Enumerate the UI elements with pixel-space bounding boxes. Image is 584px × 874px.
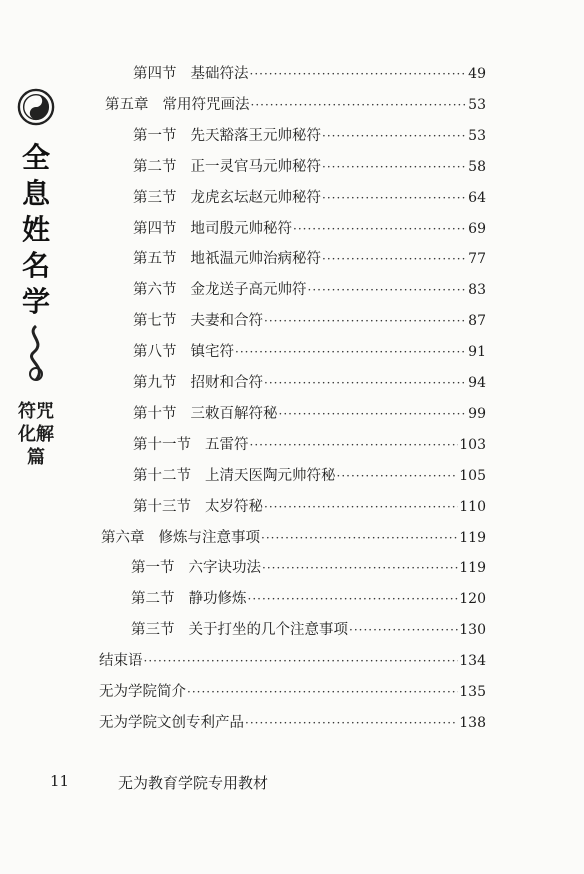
- toc-entry-title: 先天豁落王元帅秘符: [190, 127, 321, 144]
- toc-entry-page: 53: [468, 127, 486, 144]
- toc-entry-title: 基础符法: [190, 66, 249, 82]
- yin-yang-logo-icon: [17, 88, 55, 126]
- toc-entry-title: 修炼与注意事项: [158, 529, 260, 546]
- dot-leader: [187, 685, 458, 699]
- toc-entry-page: 94: [468, 375, 486, 391]
- toc-entry-title: 三敕百解符秘: [190, 405, 278, 422]
- toc-entry[interactable]: [131, 556, 486, 580]
- toc-entry-page: 134: [459, 653, 486, 670]
- toc-entry-title: 太岁符秘: [205, 498, 263, 515]
- dot-leader: [251, 98, 468, 112]
- ornament-icon: [22, 324, 50, 384]
- toc-entry-page: 87: [468, 313, 486, 330]
- brand-title: 全息姓名学: [21, 141, 50, 318]
- toc-entry-page: 103: [459, 436, 486, 453]
- toc-entry-title: 六字诀功法: [188, 560, 261, 577]
- dot-leader: [322, 191, 467, 205]
- toc-entry-number: 第三节: [131, 622, 175, 639]
- toc-entry-title: 静功修炼: [188, 591, 247, 608]
- dot-leader: [349, 623, 458, 637]
- toc-entry[interactable]: [133, 247, 486, 271]
- toc-entry[interactable]: [133, 464, 486, 488]
- dot-leader: [144, 654, 459, 668]
- toc-entry[interactable]: [133, 433, 486, 457]
- toc-entry-page: 77: [468, 251, 486, 268]
- toc-entry-page: 135: [459, 684, 486, 700]
- toc-entry-title: 夫妻和合符: [190, 313, 263, 330]
- toc-entry[interactable]: [133, 186, 486, 210]
- toc-entry[interactable]: [133, 309, 486, 333]
- toc-entry[interactable]: [133, 278, 486, 302]
- toc-entry[interactable]: [133, 217, 486, 241]
- toc-entry[interactable]: [99, 649, 486, 673]
- toc-entry-number: 第二节: [131, 591, 175, 608]
- toc-entry-page: 138: [459, 714, 486, 731]
- toc-entry-title: 金龙送子高元帅符: [190, 282, 307, 299]
- toc-entry[interactable]: [133, 62, 486, 86]
- toc-entry-title: 地司殷元帅秘符: [190, 220, 292, 237]
- toc-entry-title: 龙虎玄坛赵元帅秘符: [190, 189, 321, 206]
- toc-entry-title: 无为学院简介: [99, 684, 186, 700]
- dot-leader: [264, 314, 467, 328]
- book-title: 无为教育学院专用教材: [118, 774, 269, 792]
- toc-entry-page: 83: [468, 282, 486, 299]
- toc-entry[interactable]: [133, 495, 486, 519]
- toc-entry-number: 第六章: [101, 529, 145, 546]
- toc-entry-title: 地祇温元帅治病秘符: [190, 251, 321, 268]
- toc-entry-number: 第十二节: [133, 467, 191, 484]
- toc-entry-page: 119: [459, 529, 486, 546]
- toc-entry[interactable]: [133, 340, 486, 364]
- toc-entry-number: 第一节: [133, 127, 177, 144]
- toc-entry-title: 无为学院文创专利产品: [99, 714, 244, 731]
- toc-entry-page: 91: [468, 344, 486, 361]
- toc-entry-number: 第六节: [133, 282, 177, 299]
- toc-entry-page: 119: [459, 560, 486, 577]
- toc-entry-title: 结束语: [99, 653, 143, 670]
- dot-leader: [293, 222, 467, 236]
- toc-entry[interactable]: [133, 371, 486, 395]
- dot-leader: [322, 252, 467, 266]
- toc-entry-title: 镇宅符: [190, 344, 234, 361]
- toc-entry-number: 第四节: [133, 220, 177, 237]
- toc-entry-page: 69: [468, 220, 486, 237]
- toc-entry-title: 常用符咒画法: [162, 96, 250, 113]
- toc-entry[interactable]: [133, 402, 486, 426]
- dot-leader: [264, 376, 467, 390]
- toc-entry-title: 招财和合符: [190, 375, 263, 391]
- toc-entry-page: 110: [459, 498, 486, 515]
- toc-entry-page: 120: [459, 591, 486, 608]
- toc-entry-title: 关于打坐的几个注意事项: [188, 622, 348, 639]
- dot-leader: [250, 67, 468, 81]
- dot-leader: [264, 500, 458, 514]
- dot-leader: [235, 345, 467, 359]
- toc-entry-page: 49: [468, 66, 486, 82]
- toc-entry-number: 第七节: [133, 313, 177, 330]
- dot-leader: [261, 531, 458, 545]
- toc-entry-page: 130: [459, 622, 486, 639]
- toc-entry-title: 五雷符: [205, 436, 249, 453]
- toc-entry[interactable]: [101, 526, 486, 550]
- toc-entry-number: 第十节: [133, 405, 177, 422]
- toc-entry-number: 第十三节: [133, 498, 191, 515]
- toc-entry-page: 58: [468, 158, 486, 175]
- toc-entry[interactable]: [133, 155, 486, 179]
- toc-entry-number: 第二节: [133, 158, 177, 175]
- toc-entry[interactable]: [99, 680, 486, 704]
- dot-leader: [250, 438, 459, 452]
- dot-leader: [262, 561, 458, 575]
- toc-entry[interactable]: [131, 587, 486, 611]
- toc-entry-number: 第九节: [133, 375, 177, 391]
- toc-entry-number: 第五章: [105, 96, 149, 113]
- toc-entry-page: 99: [468, 405, 486, 422]
- page-number: 11: [50, 772, 70, 790]
- toc-entry-number: 第三节: [133, 189, 177, 206]
- toc-entry-title: 正一灵官马元帅秘符: [190, 158, 321, 175]
- toc-entry-page: 105: [459, 467, 486, 484]
- sidebar: [14, 88, 58, 469]
- toc-entry[interactable]: [133, 124, 486, 148]
- toc-entry-number: 第十一节: [133, 436, 191, 453]
- dot-leader: [245, 716, 458, 730]
- dot-leader: [322, 160, 467, 174]
- section-subtitle: 符咒化解篇: [18, 401, 54, 468]
- toc-entry-number: 第一节: [131, 560, 175, 577]
- toc-entry-page: 53: [468, 96, 486, 113]
- dot-leader: [308, 283, 468, 297]
- toc-entry-title: 上清天医陶元帅符秘: [205, 467, 336, 484]
- dot-leader: [248, 592, 459, 606]
- dot-leader: [322, 129, 467, 143]
- toc-entry[interactable]: [99, 711, 486, 735]
- dot-leader: [337, 469, 459, 483]
- toc-entry[interactable]: [105, 93, 486, 117]
- toc-entry-number: 第四节: [133, 66, 177, 82]
- toc-entry-number: 第五节: [133, 251, 177, 268]
- toc-entry-page: 64: [468, 189, 486, 206]
- toc-entry-number: 第八节: [133, 344, 177, 361]
- toc-entry[interactable]: [131, 618, 486, 642]
- dot-leader: [279, 407, 468, 421]
